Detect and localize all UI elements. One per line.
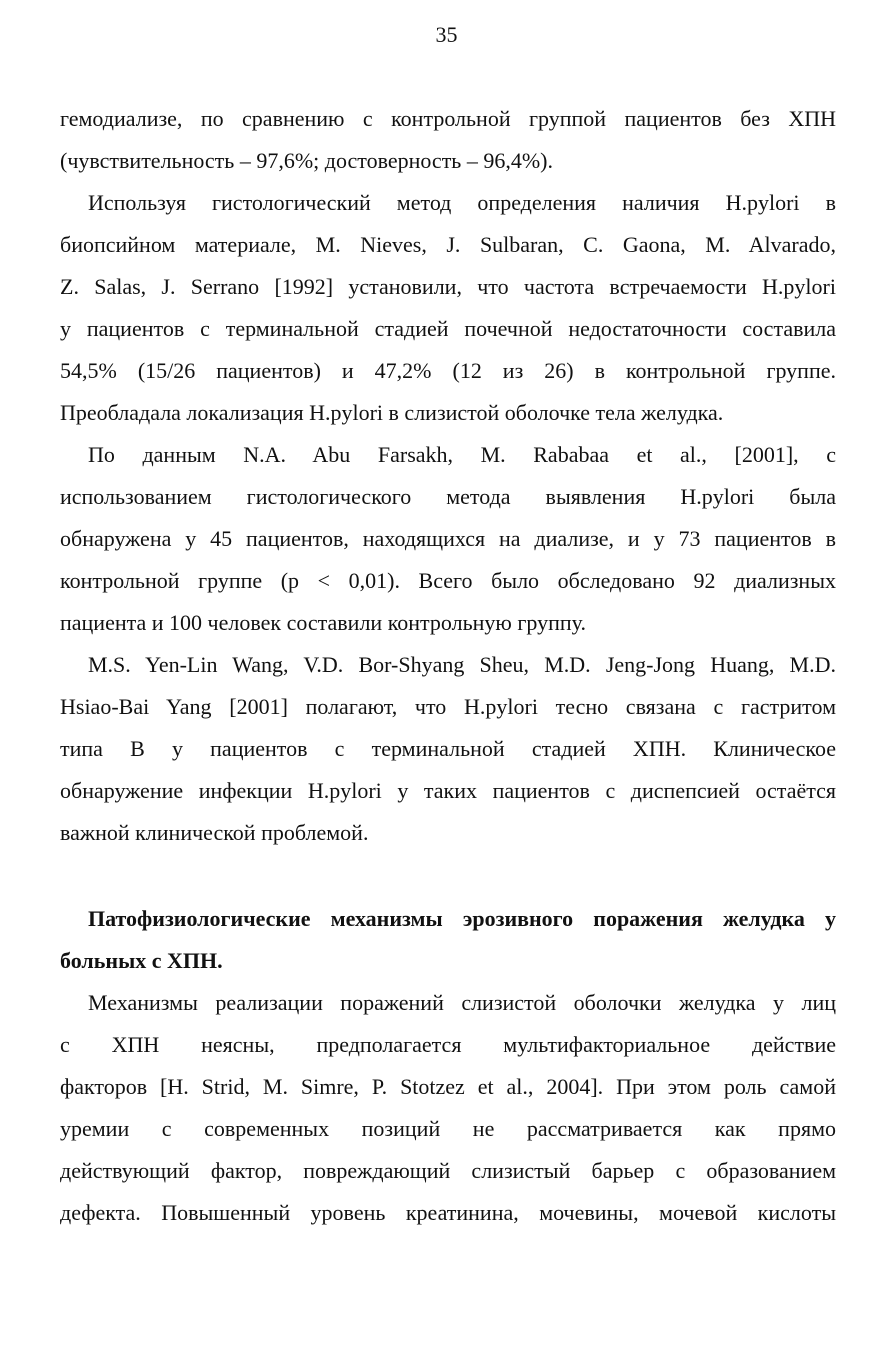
text-line: обнаружение инфекции H.pylori у таких пациентов с диспепсией остаётся: [60, 778, 836, 803]
text-line: факторов [H. Strid, M. Simre, P. Stotzez et al., 2004]. При этом роль самой: [60, 1074, 836, 1099]
text-line: дефекта. Повышенный уровень креатинина, мочевины, мочевой кислоты: [60, 1200, 836, 1225]
text-line: M.S. Yen-Lin Wang, V.D. Bor-Shyang Sheu, M.D. Jeng-Jong Huang, M.D.: [88, 652, 836, 677]
section-heading: больных с ХПН.: [60, 948, 223, 973]
section-heading: Патофизиологические механизмы эрозивного поражения желудка у: [88, 906, 836, 931]
text-line: пациента и 100 человек составили контрольную группу.: [60, 610, 586, 635]
text-line: гемодиализе, по сравнению с контрольной группой пациентов без ХПН: [60, 106, 836, 131]
text-line: Z. Salas, J. Serrano [1992] установили, что частота встречаемости H.pylori: [60, 274, 836, 299]
text-line: Механизмы реализации поражений слизистой оболочки желудка у лиц: [88, 990, 836, 1015]
text-line: По данным N.A. Abu Farsakh, M. Rababaa et al., [2001], с: [88, 442, 836, 467]
text-line: уремии с современных позиций не рассматривается как прямо: [60, 1116, 836, 1141]
text-line: 54,5% (15/26 пациентов) и 47,2% (12 из 26) в контрольной группе.: [60, 358, 836, 383]
text-line: использованием гистологического метода выявления H.pylori была: [60, 484, 836, 509]
text-line: с ХПН неясны, предполагается мультифакториальное действие: [60, 1032, 836, 1057]
text-line: обнаружена у 45 пациентов, находящихся на диализе, и у 73 пациентов в: [60, 526, 836, 551]
text-line: важной клинической проблемой.: [60, 820, 369, 845]
section-gap: [60, 854, 836, 898]
text-line: (чувствительность – 97,6%; достоверность – 96,4%).: [60, 148, 553, 173]
text-line: контрольной группе (p < 0,01). Всего было обследовано 92 диализных: [60, 568, 836, 593]
text-line: действующий фактор, повреждающий слизистый барьер с образованием: [60, 1158, 836, 1183]
text-line: биопсийном материале, M. Nieves, J. Sulbaran, C. Gaona, M. Alvarado,: [60, 232, 836, 257]
text-line: у пациентов с терминальной стадией почечной недостаточности составила: [60, 316, 836, 341]
text-line: Преобладала локализация H.pylori в слизистой оболочке тела желудка.: [60, 400, 724, 425]
body-text: [60, 98, 836, 1234]
text-line: Hsiao-Bai Yang [2001] полагают, что H.pylori тесно связана с гастритом: [60, 694, 836, 719]
text-line: Используя гистологический метод определения наличия H.pylori в: [88, 190, 836, 215]
text-line: типа В у пациентов с терминальной стадией ХПН. Клиническое: [60, 736, 836, 761]
page-number: 35: [435, 22, 458, 47]
